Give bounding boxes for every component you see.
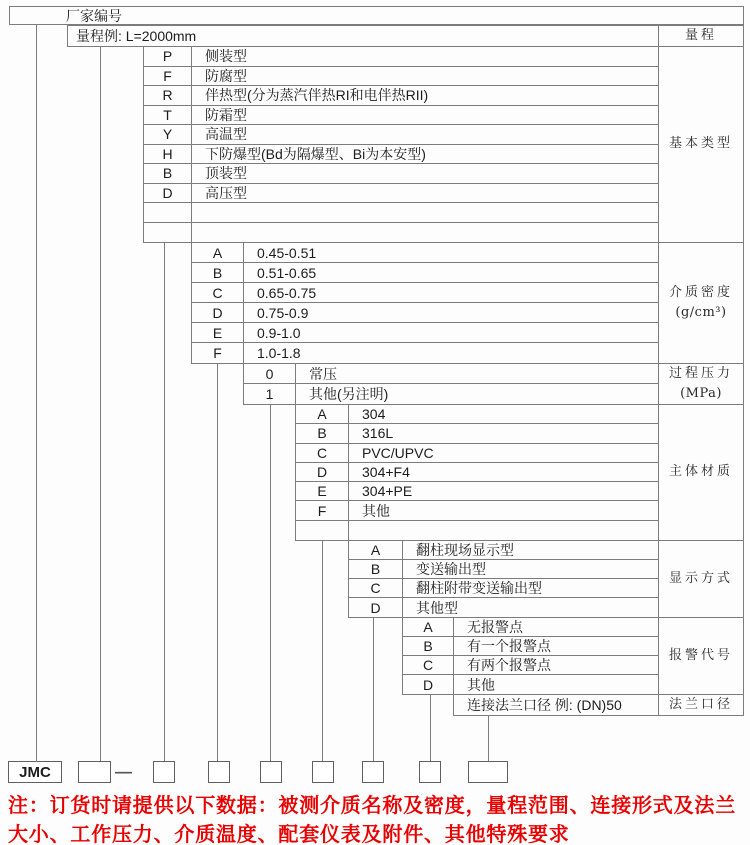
code-cell: B — [144, 164, 192, 183]
desc-cell: 翻柱现场显示型 — [416, 542, 514, 558]
display-row-2 — [349, 579, 658, 598]
desc-cell: 304+F4 — [362, 464, 410, 481]
model-prefix-text: JMC — [19, 763, 51, 781]
code-cell: E — [296, 482, 349, 500]
order-note — [8, 792, 736, 845]
material-code-table — [295, 404, 659, 541]
code-cell: D — [349, 598, 403, 617]
separator-dash: — — [115, 762, 132, 781]
desc-cell: 高温型 — [205, 126, 247, 143]
basic-row-6 — [144, 164, 658, 184]
density-row-2 — [192, 283, 658, 303]
basic-row-8 — [144, 203, 658, 223]
desc-cell: 翻柱附带变送输出型 — [416, 580, 542, 596]
connector-line-1 — [100, 46, 101, 762]
code-cell: H — [144, 145, 192, 164]
alarm-row-0 — [403, 618, 658, 637]
pressure-row-1 — [244, 384, 658, 404]
code-cell: A — [349, 541, 403, 559]
code-cell: C — [192, 283, 244, 302]
basic-row-0 — [144, 47, 658, 67]
alarm-category-label: 报警代号 — [658, 617, 744, 695]
code-cell: D — [144, 184, 192, 203]
code-cell: Y — [144, 125, 192, 144]
connector-line-7 — [430, 695, 431, 762]
material-category-label: 主体材质 — [658, 404, 744, 541]
desc-cell: 0.51-0.65 — [257, 264, 317, 281]
code-cell: B — [296, 424, 349, 442]
desc-cell: 其他 — [362, 502, 390, 519]
connector-line-2 — [164, 243, 165, 762]
code-cell: C — [296, 444, 349, 462]
desc-cell: 1.0-1.8 — [257, 345, 301, 361]
alarm-row-2 — [403, 656, 658, 675]
desc-cell: 伴热型(分为蒸汽伴热RI和电伴热RII) — [205, 87, 429, 104]
code-cell: D — [296, 463, 349, 481]
desc-cell: 下防爆型(Bd为隔爆型、Bi为本安型) — [205, 145, 426, 162]
manufacturer-code-label: 厂家编号 — [66, 7, 122, 24]
connector-line-0 — [36, 24, 37, 762]
code-cell — [296, 521, 349, 540]
code-cell: 0 — [244, 364, 296, 383]
desc-cell — [192, 223, 658, 243]
manufacturer-code-row — [9, 6, 744, 25]
order-note-line2: 大小、工作压力、介质温度、配套仪表及附件、其他特殊要求 — [8, 823, 570, 845]
display-row-0 — [349, 541, 658, 560]
code-cell: D — [192, 303, 244, 322]
code-cell — [144, 223, 192, 243]
desc-cell: 有两个报警点 — [467, 657, 551, 673]
connector-line-5 — [322, 541, 323, 762]
material-row-4 — [296, 482, 658, 501]
basic-row-1 — [144, 67, 658, 87]
display-code-table — [348, 540, 659, 618]
desc-cell: PVC/UPVC — [362, 444, 434, 461]
code-cell: B — [403, 637, 454, 655]
desc-cell: 连接法兰口径 例: (DN)50 — [467, 697, 622, 713]
code-cell: E — [192, 323, 244, 342]
connector-line-6 — [373, 618, 374, 762]
desc-cell: 变送输出型 — [416, 561, 486, 577]
code-cell: P — [144, 47, 192, 66]
code-cell: F — [192, 343, 244, 363]
code-cell: R — [144, 86, 192, 105]
pressure-category-label: 过程压力 (MPa) — [658, 363, 744, 405]
desc-cell — [192, 203, 658, 222]
desc-cell: 无报警点 — [467, 619, 523, 635]
desc-cell: 高压型 — [205, 184, 247, 201]
order-note-line1: 注：订货时请提供以下数据：被测介质名称及密度，量程范围、连接形式及法兰 — [8, 795, 736, 817]
basic-row-4 — [144, 125, 658, 145]
code-box-5 — [312, 761, 334, 783]
code-box-2 — [153, 761, 175, 783]
code-cell: F — [144, 67, 192, 86]
code-box-6 — [362, 761, 384, 783]
basic-row-7 — [144, 184, 658, 204]
code-box-7 — [419, 761, 441, 783]
code-box-4 — [260, 761, 282, 783]
density-category-label: 介质密度 (g/cm³) — [658, 242, 744, 364]
display-row-1 — [349, 560, 658, 579]
connector-line-8 — [488, 716, 489, 762]
code-cell: 1 — [244, 384, 296, 404]
desc-cell — [349, 521, 658, 540]
flange-category-label: 法兰口径 — [658, 694, 744, 716]
material-row-5 — [296, 501, 658, 520]
material-row-6 — [296, 521, 658, 540]
model-prefix-box — [8, 761, 62, 783]
display-category-label: 显示方式 — [658, 540, 744, 618]
code-cell: A — [192, 243, 244, 262]
desc-cell: 304+PE — [362, 483, 413, 500]
density-row-5 — [192, 343, 658, 363]
basic-row-2 — [144, 86, 658, 106]
material-row-0 — [296, 405, 658, 424]
code-cell: C — [349, 579, 403, 597]
connector-line-4 — [270, 405, 271, 762]
desc-cell: 0.45-0.51 — [257, 244, 317, 261]
code-cell: A — [296, 405, 349, 423]
code-cell: B — [349, 560, 403, 578]
code-cell — [144, 203, 192, 222]
pressure-code-table — [243, 363, 659, 405]
code-cell: F — [296, 501, 349, 519]
desc-cell: 常压 — [309, 365, 337, 382]
desc-cell: 防霜型 — [205, 106, 247, 123]
flange-row-0 — [454, 695, 658, 715]
material-row-1 — [296, 424, 658, 443]
basic-row-3 — [144, 106, 658, 126]
basic-category-label: 基本类型 — [658, 46, 744, 243]
alarm-row-1 — [403, 637, 658, 656]
desc-cell: 0.9-1.0 — [257, 324, 301, 341]
density-row-0 — [192, 243, 658, 263]
desc-cell: 防腐型 — [205, 67, 247, 84]
material-row-3 — [296, 463, 658, 482]
alarm-row-3 — [403, 675, 658, 694]
density-code-table — [191, 242, 659, 364]
desc-cell: 0.65-0.75 — [257, 284, 317, 301]
desc-cell: 316L — [362, 425, 394, 442]
desc-cell: 侧装型 — [205, 48, 247, 65]
basic-code-table — [143, 46, 659, 243]
code-box-1 — [78, 761, 111, 783]
desc-cell: 其他型 — [416, 599, 458, 616]
basic-row-5 — [144, 145, 658, 165]
code-box-3 — [208, 761, 230, 783]
desc-cell: 其他 — [467, 676, 495, 693]
code-cell: D — [403, 675, 454, 694]
range-example-row — [67, 25, 659, 47]
code-cell: T — [144, 106, 192, 125]
code-box-8 — [468, 761, 508, 783]
code-cell: B — [192, 263, 244, 282]
material-row-2 — [296, 444, 658, 463]
desc-cell: 顶装型 — [205, 165, 247, 182]
desc-cell: 0.75-0.9 — [257, 304, 309, 321]
connector-line-3 — [217, 364, 218, 762]
desc-cell: 其他(另注明) — [309, 386, 389, 402]
density-row-1 — [192, 263, 658, 283]
display-row-3 — [349, 598, 658, 617]
flange-code-table — [453, 694, 659, 716]
density-row-4 — [192, 323, 658, 343]
range-example-text: 量程例: L=2000mm — [76, 28, 197, 44]
code-cell: C — [403, 656, 454, 674]
desc-cell: 304 — [362, 406, 386, 423]
code-cell: A — [403, 618, 454, 636]
basic-row-9 — [144, 223, 658, 243]
range-category-label: 量程 — [658, 25, 744, 47]
alarm-code-table — [402, 617, 659, 695]
pressure-row-0 — [244, 364, 658, 384]
desc-cell: 有一个报警点 — [467, 638, 551, 654]
density-row-3 — [192, 303, 658, 323]
